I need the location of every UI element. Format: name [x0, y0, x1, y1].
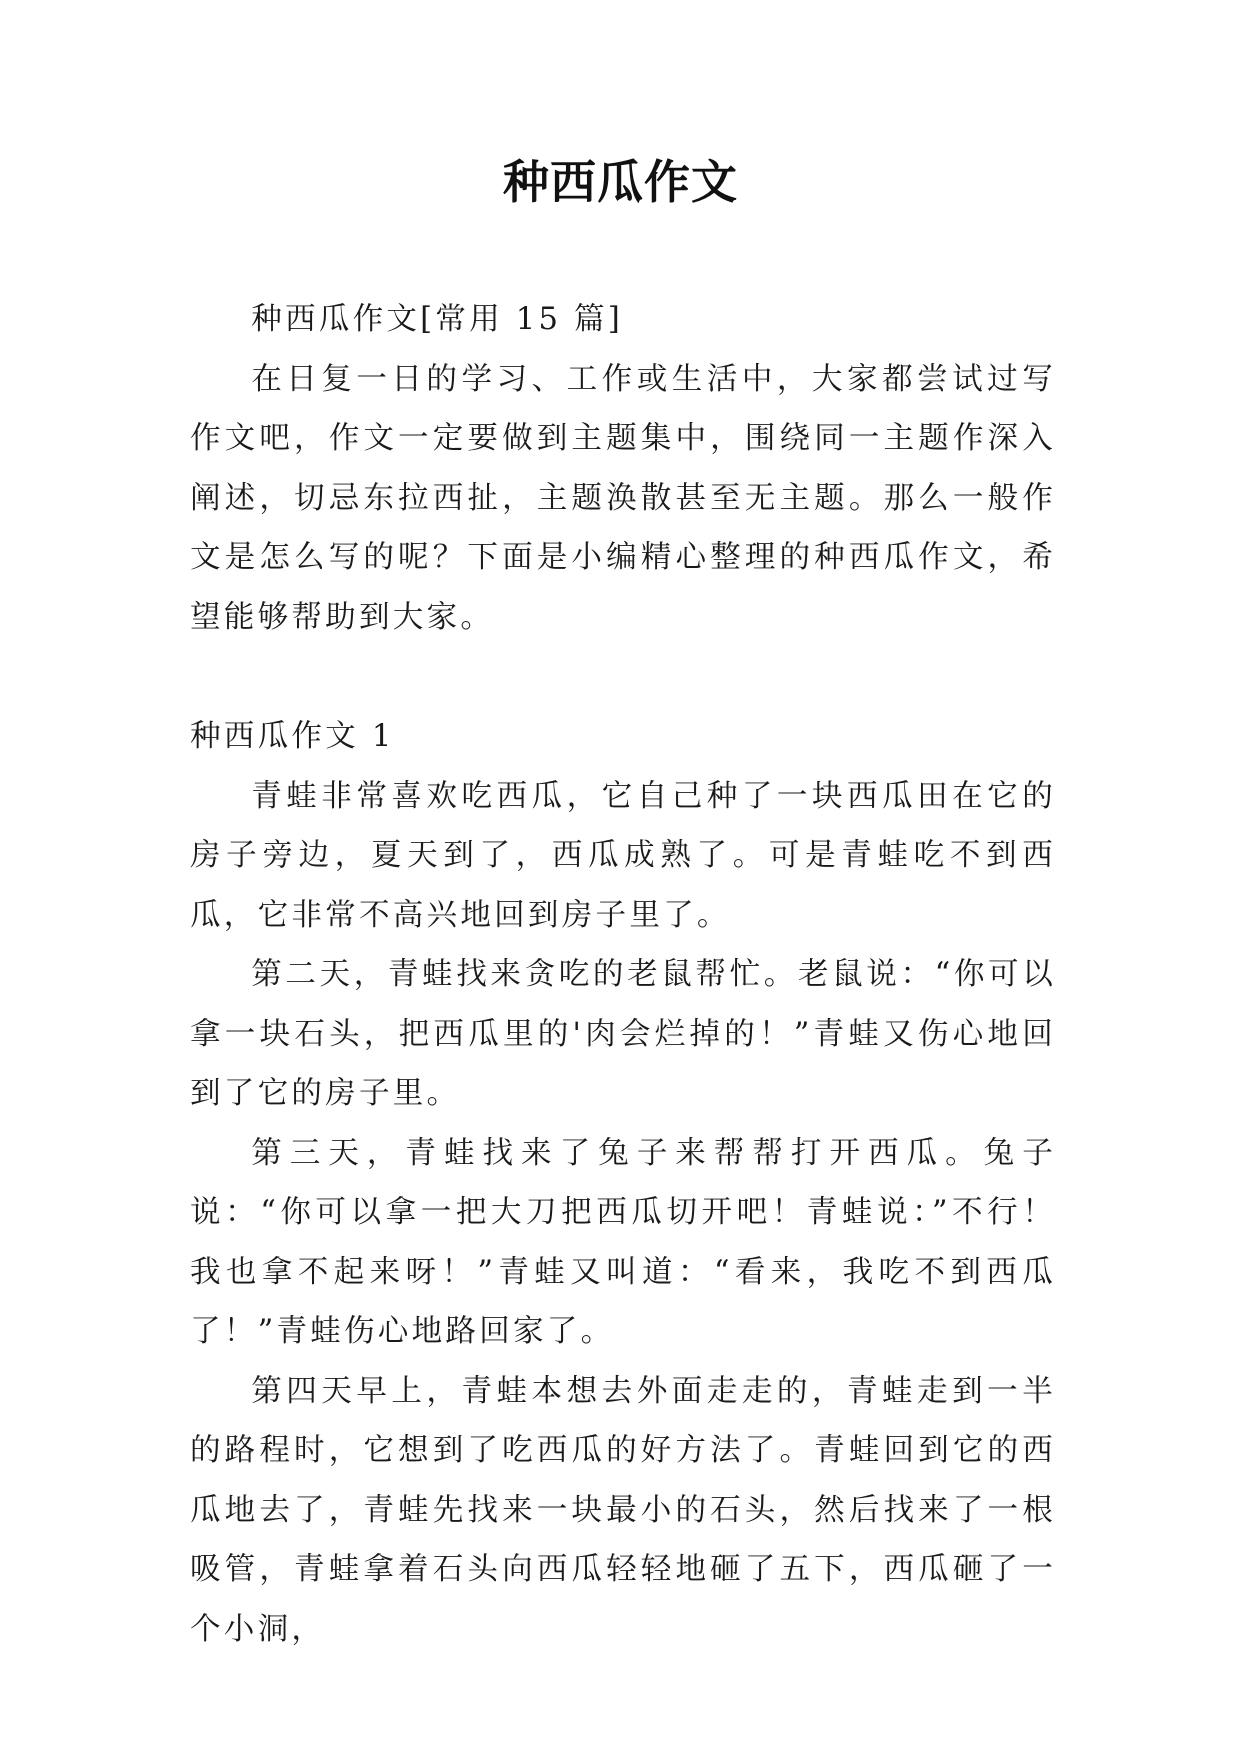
- section-heading: 种西瓜作文 1: [190, 719, 395, 754]
- document-title: 种西瓜作文: [503, 155, 738, 209]
- subtitle-paragraph: 种西瓜作文[常用 15 篇]: [251, 302, 623, 337]
- story-paragraph: 第二天，青蛙找来贪吃的老鼠帮忙。老鼠说：“你可以拿一块石头，把西瓜里的'肉会烂掉的！”青蛙又伤心地回到了它的房子里。: [190, 957, 1056, 1111]
- story-paragraph: 青蛙非常喜欢吃西瓜，它自己种了一块西瓜田在它的房子旁边，夏天到了，西瓜成熟了。可是青蛙吃不到西瓜，它非常不高兴地回到房子里了。: [190, 778, 1056, 933]
- story-paragraph: 第三天，青蛙找来了兔子来帮帮打开西瓜。兔子说：“你可以拿一把大刀把西瓜切开吧！青蛙说：”不行！我也拿不起来呀！”青蛙又叫道：“看来，我吃不到西瓜了！”青蛙伤心地路回家了。: [190, 1135, 1056, 1349]
- document-body: [190, 290, 1056, 1659]
- story-paragraph: 第四天早上，青蛙本想去外面走走的，青蛙走到一半的路程时，它想到了吃西瓜的好方法了。青蛙回到它的西瓜地去了，青蛙先找来一块最小的石头，然后找来了一根吸管，青蛙拿着石头向西瓜轻轻地砸了五下，西瓜砸了一个小洞，: [190, 1373, 1056, 1647]
- intro-paragraph: 在日复一日的学习、工作或生活中，大家都尝试过写作文吧，作文一定要做到主题集中，围绕同一主题作深入阐述，切忌东拉西扯，主题涣散甚至无主题。那么一般作文是怎么写的呢？下面是小编精心整理的种西瓜作文，希望能够帮助到大家。: [190, 361, 1056, 635]
